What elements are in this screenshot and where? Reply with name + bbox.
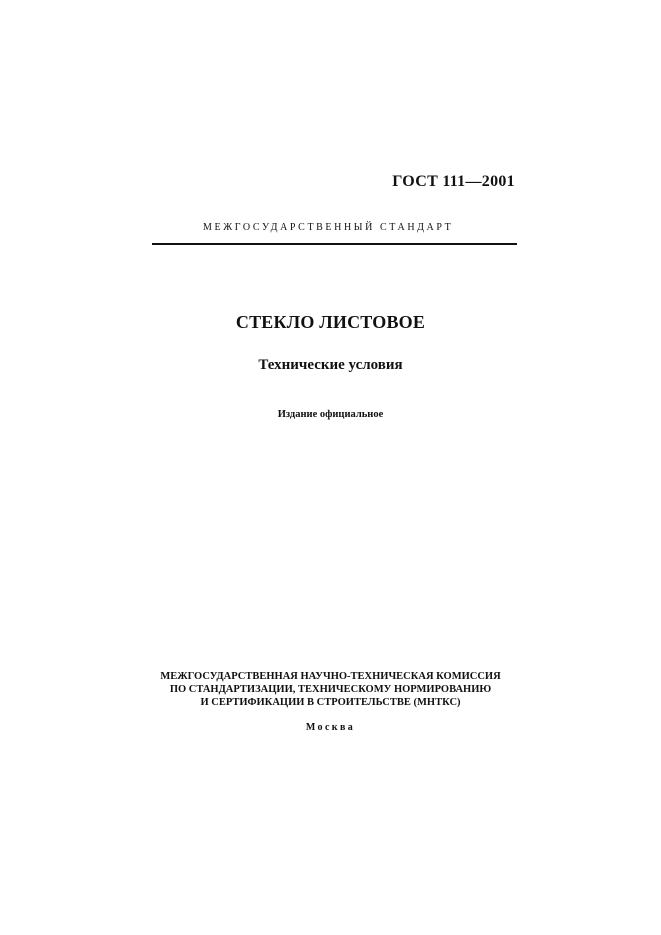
header-divider <box>152 243 517 245</box>
edition-label: Издание официальное <box>277 409 384 420</box>
publisher-line: ПО СТАНДАРТИЗАЦИИ, ТЕХНИЧЕСКОМУ НОРМИРОВАНИЮ <box>169 684 492 695</box>
publisher-block <box>0 670 661 709</box>
standard-type-label: МЕЖГОСУДАРСТВЕННЫЙ СТАНДАРТ <box>203 222 454 233</box>
publisher-line: МЕЖГОСУДАРСТВЕННАЯ НАУЧНО-ТЕХНИЧЕСКАЯ КОМИССИЯ <box>160 671 501 682</box>
publication-city: Москва <box>305 722 356 733</box>
publisher-line: И СЕРТИФИКАЦИИ В СТРОИТЕЛЬСТВЕ (МНТКС) <box>200 697 461 708</box>
document-subtitle: Технические условия <box>258 357 403 373</box>
gost-number: ГОСТ 111—2001 <box>392 173 515 190</box>
document-title: СТЕКЛО ЛИСТОВОЕ <box>235 312 426 332</box>
